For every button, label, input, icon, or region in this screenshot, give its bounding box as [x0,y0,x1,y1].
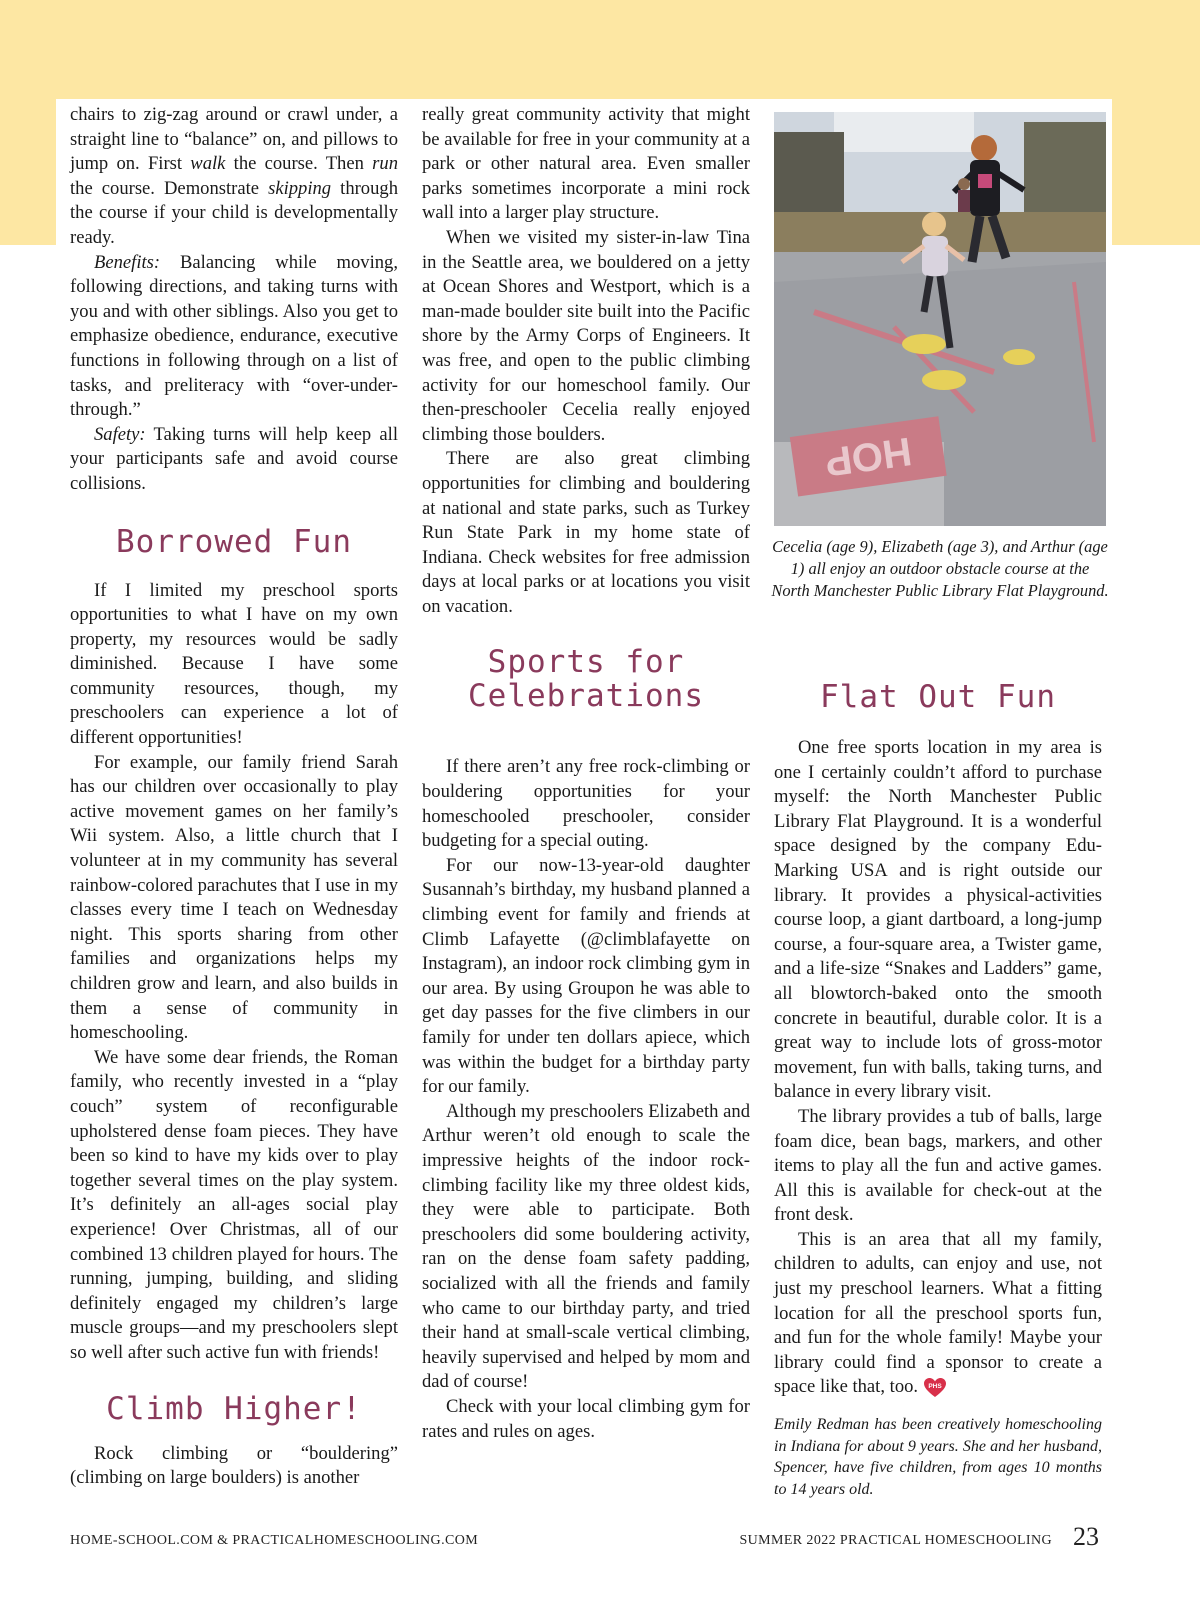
paragraph-birthday: For our now-13-year-old daughter Susannah’s birthday, my husband planned a climbing event for family and friends at Climb Lafayette (@climblafayette on Instagram), an indoor rock climbing gym in our area. By using Groupon he was able to get day passes for the five climbers in our family for under ten dollars apiece, which was within the budget for a birthday party for our family. [422,854,750,1098]
paragraph-check-gym: Check with your local climbing gym for rates and rules on ages. [422,1395,750,1442]
safety-label: Safety: [94,423,146,445]
end-heart-icon [924,1378,946,1398]
paragraph-special-outing: If there aren’t any free rock-climbing or bouldering opportunities for your homeschooled preschooler, consider budgeting for a special outing. [422,756,750,852]
column-3 [774,680,1102,1500]
column-1 [70,103,398,1491]
paragraph-community-activity: really great community activity that might be available for free in your community at a park or other natural area. Even smaller parks sometimes incorporate a mini rock wall into a larger play structure. [422,104,750,224]
paragraph-preschoolers: Although my preschoolers Elizabeth and Arthur weren’t old enough to scale the impressive heights of the indoor rock-climbing facility like my three oldest kids, they were able to participate. Both preschoolers did some bouldering activity, ran on the dense foam safety padding, socialized with all the friends and family who came to our birthday party, and tried their hand at small-scale vertical climbing, heavily supervised and helped by mom and dad of course! [422,1100,750,1393]
svg-text:PHS: PHS [928,1383,942,1391]
paragraph-borrowed-3: We have some dear friends, the Roman family, who recently invested in a “play couch” system of reconfigurable upholstered dense foam pieces. They have been so kind to have my kids over to play together several times on the play system. It’s definitely an all-ages social play experience! Over Christmas, all of our combined 13 children played for hours. The running, jumping, building, and sliding definitely engaged my children’s large muscle groups—and my preschoolers slept so well after such active fun with friends! [70,1046,398,1363]
playground-photo [774,112,1106,526]
paragraph-parks: There are also great climbing opportunities for climbing and bouldering at national and state parks, such as Turkey Run State Park in my home state of Indiana. Check websites for free admission days at local parks or at locations you visit on vacation. [422,448,750,617]
page-number: 23 [1073,1522,1099,1551]
heading-borrowed-fun: Borrowed Fun [116,523,352,560]
pavement-hop-text: HOP [822,428,915,485]
footer-issue: SUMMER 2022 PRACTICAL HOMESCHOOLING [739,1533,1052,1548]
paragraph-borrowed-2: For example, our family friend Sarah has our children over occasionally to play active movement games on her family’s Wii system. Also, a little church that I volunteer at in my community has several rainbow-colored parachutes that I use in my classes every time I teach on Wednesday night. This sports sharing from other families and organizations helps my children grow and learn, and also builds in them a sense of community in homeschooling. [70,751,398,1044]
paragraph-seattle: When we visited my sister-in-law Tina in the Seattle area, we bouldered on a jetty at Ocean Shores and Westport, which is a man-made boulder site built into the Pacific shore by the Army Corps of Engineers. It was free, and open to the public climbing activity for our homeschool family. Our then-preschooler Cecelia really enjoyed climbing those boulders. [422,226,750,445]
author-bio: Emily Redman has been creatively homeschooling in Indiana for about 9 years. She and her husband, Spencer, have five children, from ages 10 months to 14 years old. [774,1416,1102,1498]
column-2 [422,103,750,1444]
paragraph-borrowed-1: If I limited my preschool sports opportunities to what I have on my own property, my resources would be sadly diminished. Because I have some community resources, though, my preschoolers can experience a lot of different opportunities! [70,579,398,749]
footer-website: HOME-SCHOOL.COM & PRACTICALHOMESCHOOLING.COM [70,1533,479,1548]
heading-line-2: Celebrations [468,678,704,715]
photo-illustration [774,112,1106,526]
paragraph-benefits: Benefits: Balancing while moving, following directions, and taking turns with you and with other siblings. Also you get to emphasize obedience, endurance, executive functions in following through on a list of tasks, and preliteracy with “over-under-through.” [70,251,398,421]
paragraph-climb-1: Rock climbing or “bouldering” (climbing on large boulders) is another [70,1442,398,1489]
heading-line-1: Sports for [487,644,685,681]
heading-sports-for-celebrations [422,645,750,713]
paragraph-flat-playground: One free sports location in my area is one I certainly couldn’t afford to purchase myself: the North Manchester Public Library Flat Playground. It is a wonderful space designed by the company Edu-Marking USA and is right outside our library. It provides a physical-activities course loop, a giant dartboard, a long-jump course, a four-square area, a Twister game, and a life-size “Snakes and Ladders” game, all blowtorch-baked onto the smooth concrete in beautiful, durable color. It is a great way to include lots of gross-motor movement, fun with balls, taking turns, and balance in every library visit. [774,737,1102,1103]
heading-climb-higher: Climb Higher! [106,1390,362,1427]
paragraph-safety: Safety: Taking turns will help keep all your participants safe and avoid course collisions. [70,423,398,494]
photo-caption: Cecelia (age 9), Elizabeth (age 3), and Arthur (age 1) all enjoy an outdoor obstacle course at the North Manchester Public Library Flat Playground. [771,537,1109,600]
paragraph-course-instructions: chairs to zig-zag around or crawl under, a straight line to “balance” on, and pillows to jump on. First walk the course. Then run the course. Demonstrate skipping through the course if your child is developmentally ready. [70,104,398,248]
benefits-label: Benefits: [94,251,161,273]
paragraph-library-provides: The library provides a tub of balls, large foam dice, bean bags, markers, and other items to play all the fun and active games. All this is available for check-out at the front desk. [774,1105,1102,1226]
heading-flat-out-fun: Flat Out Fun [820,679,1056,715]
paragraph-whole-family: This is an area that all my family, children to adults, can enjoy and use, not just my preschool learners. What a fitting location for all the preschool sports fun, and fun for the whole family! Maybe your library could find a sponsor to create a space like that, too. PHS [774,1228,1102,1398]
